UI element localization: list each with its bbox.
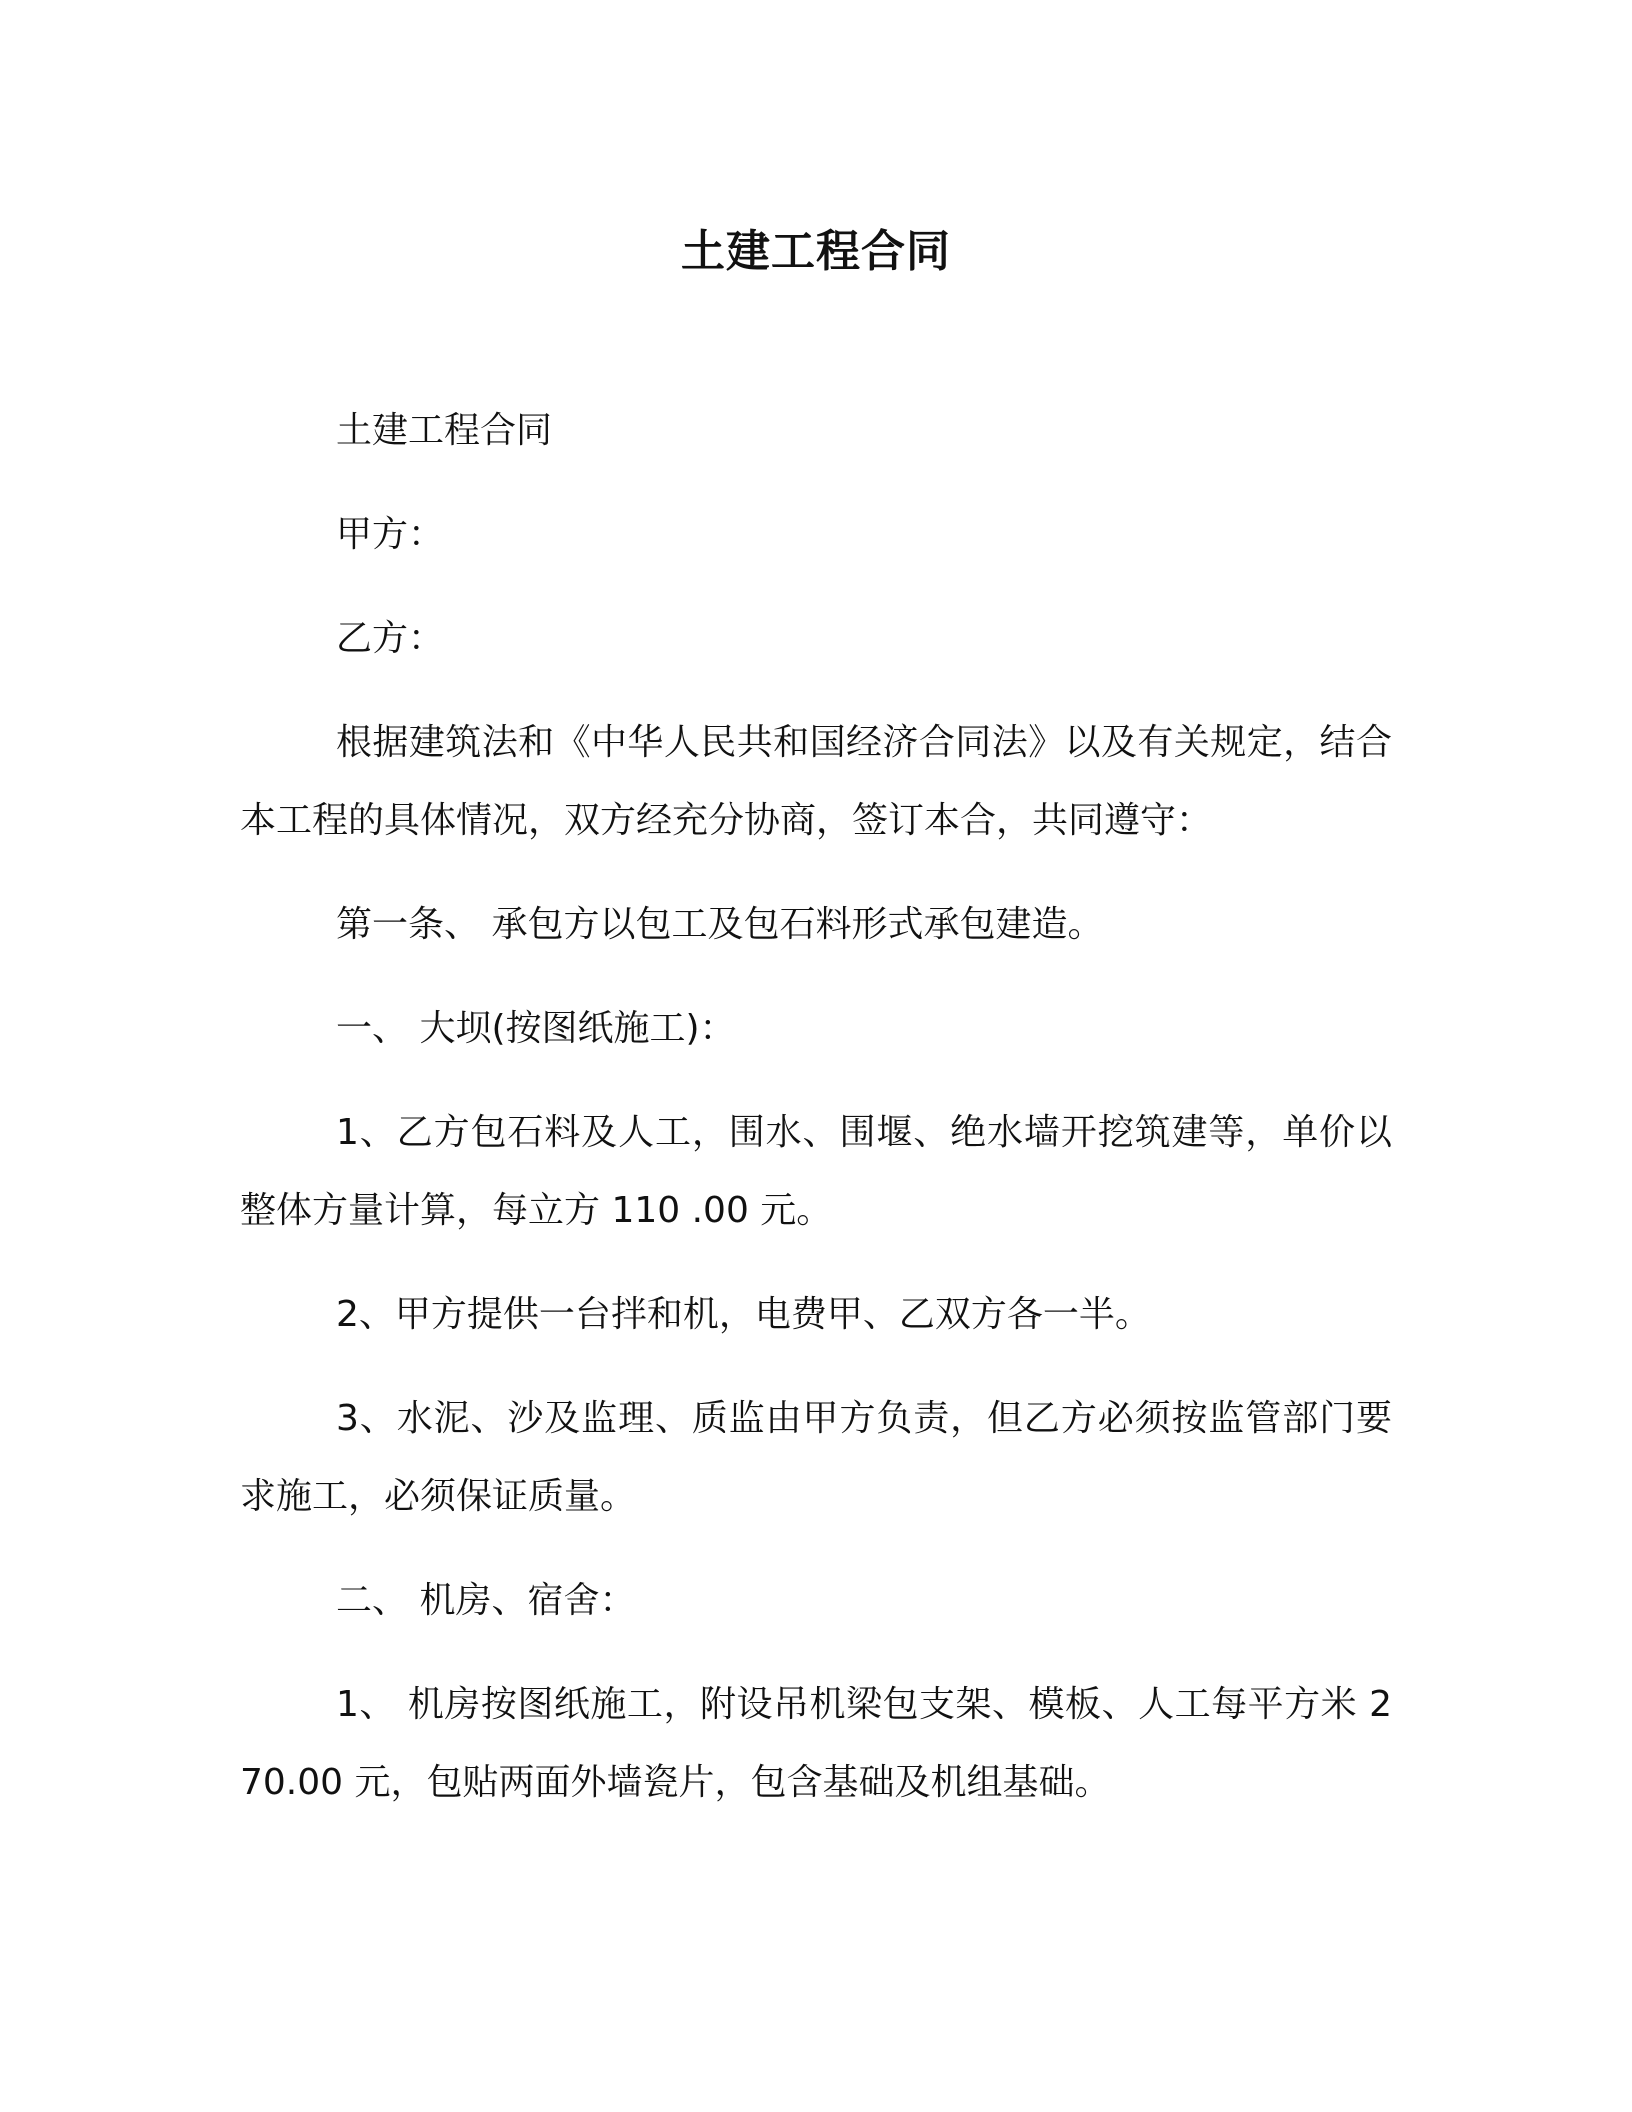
section-2-heading: 二、 机房、宿舍： bbox=[336, 1580, 636, 1621]
party-a-line: 甲方： bbox=[336, 514, 445, 555]
article-1-heading: 第一条、 承包方以包工及包石料形式承包建造。 bbox=[336, 904, 1104, 945]
document-title: 土建工程合同 bbox=[681, 226, 951, 277]
contract-subtitle: 土建工程合同 bbox=[336, 410, 553, 451]
document-body bbox=[240, 392, 1392, 1822]
clause-paragraph: 1、 机房按图纸施工，附设吊机梁包支架、模板、人工每平方米 270.00 元，包贴两面外墙瓷片，包含基础及机组基础。 bbox=[240, 1684, 1392, 1803]
clause-paragraph: 3、水泥、沙及监理、质监由甲方负责，但乙方必须按监管部门要求施工，必须保证质量。 bbox=[240, 1398, 1392, 1517]
clause-paragraph: 2、甲方提供一台拌和机，电费甲、乙双方各一半。 bbox=[336, 1294, 1151, 1335]
section-1-heading: 一、 大坝(按图纸施工)： bbox=[336, 1008, 736, 1049]
party-b-line: 乙方： bbox=[336, 618, 445, 659]
clause-paragraph: 1、乙方包石料及人工，围水、围堰、绝水墙开挖筑建等，单价以整体方量计算，每立方 110 .00 元。 bbox=[240, 1112, 1392, 1231]
preamble-paragraph: 根据建筑法和《中华人民共和国经济合同法》以及有关规定，结合本工程的具体情况，双方经充分协商，签订本合，共同遵守： bbox=[240, 722, 1392, 841]
